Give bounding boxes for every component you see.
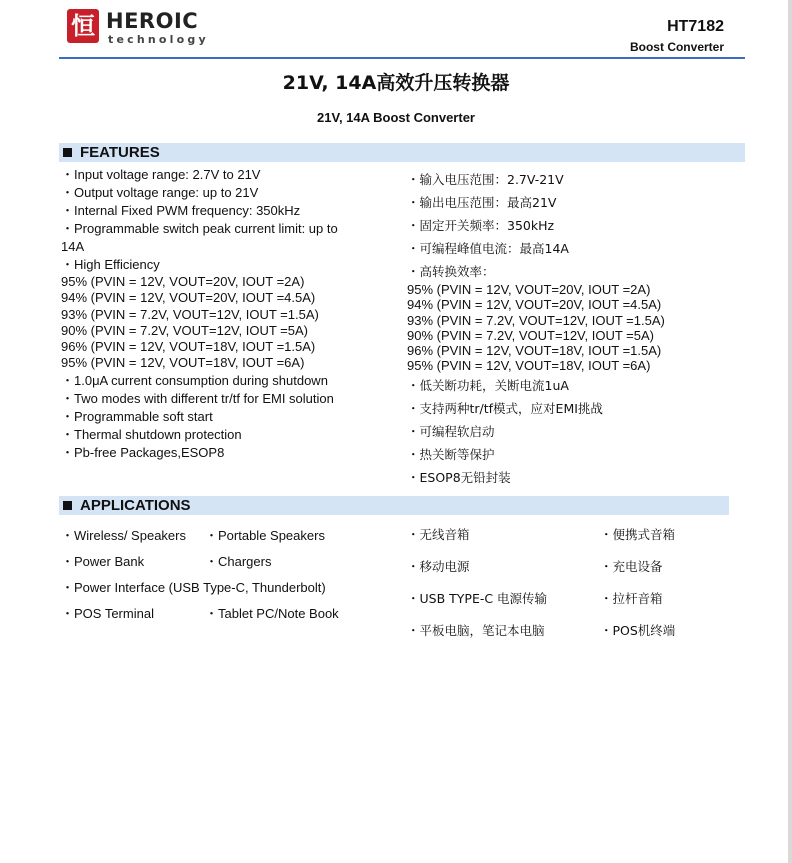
features-list-chinese-bottom (407, 374, 603, 489)
application-item: ・Portable Speakers (205, 528, 325, 543)
feature-item-cn: ・低关断功耗，关断电流1uA (407, 378, 569, 393)
efficiency-item-cn: 96% (PVIN = 12V, VOUT=18V, IOUT =1.5A) (407, 343, 662, 359)
page-edge (788, 0, 792, 863)
application-item-cn: ・USB TYPE-C 电源传输 (407, 591, 548, 606)
logo-glyph: 恒 (71, 11, 95, 40)
feature-item-cn: ・输入电压范围：2.7V-21V (407, 172, 564, 187)
feature-item: ・High Efficiency (61, 257, 160, 272)
feature-item-cn: ・ESOP8无铅封装 (407, 470, 511, 485)
application-item: ・Power Interface (USB Type-C, Thunderbolt) (61, 580, 326, 595)
application-item: ・Tablet PC/Note Book (205, 606, 339, 621)
features-heading: FEATURES (80, 144, 160, 161)
efficiency-item-cn: 93% (PVIN = 7.2V, VOUT=12V, IOUT =1.5A) (407, 312, 665, 328)
page-title-english: 21V, 14A Boost Converter (317, 110, 475, 125)
application-item: ・POS Terminal (61, 606, 154, 621)
brand-logo-icon (67, 9, 99, 43)
application-item-cn: ・移动电源 (407, 559, 470, 574)
application-item-cn: ・平板电脑，笔记本电脑 (407, 623, 545, 638)
brand-subtitle: technology (108, 33, 209, 46)
application-item-cn: ・充电设备 (600, 559, 663, 574)
feature-item-cn: ・支持两种tr/tf模式，应对EMI挑战 (407, 401, 603, 416)
bullet-square-icon (63, 501, 72, 510)
feature-item-cn: ・高转换效率： (407, 264, 495, 279)
applications-heading: APPLICATIONS (80, 497, 191, 514)
feature-item: ・Programmable switch peak current limit: up to 14A (61, 221, 338, 254)
efficiency-item: 94% (PVIN = 12V, VOUT=20V, IOUT =4.5A) (61, 290, 316, 306)
bullet-square-icon (63, 148, 72, 157)
part-subtitle: Boost Converter (629, 40, 724, 54)
application-item: ・Power Bank (61, 554, 145, 569)
feature-item: ・Input voltage range: 2.7V to 21V (61, 167, 261, 182)
application-item-cn: ・无线音箱 (407, 527, 470, 542)
feature-item-cn: ・可编程峰值电流：最高14A (407, 241, 569, 256)
efficiency-item-cn: 90% (PVIN = 7.2V, VOUT=12V, IOUT =5A) (407, 327, 655, 343)
application-item-cn: ・便携式音箱 (600, 527, 676, 542)
efficiency-item: 95% (PVIN = 12V, VOUT=18V, IOUT =6A) (61, 355, 305, 371)
feature-item-cn: ・固定开关频率：350kHz (407, 218, 555, 233)
feature-item: ・Output voltage range: up to 21V (61, 185, 259, 200)
header-divider (59, 57, 745, 59)
feature-item-cn: ・输出电压范围：最高21V (407, 195, 557, 210)
feature-item-cn: ・可编程软启动 (407, 424, 495, 439)
feature-item: ・Thermal shutdown protection (61, 426, 242, 442)
features-efficiency-chinese (407, 282, 665, 374)
feature-item-cn: ・热关断等保护 (407, 447, 495, 462)
application-item: ・Wireless/ Speakers (61, 528, 186, 543)
page-title-chinese: 21V, 14A高效升压转换器 (282, 72, 510, 94)
brand-name: HEROIC (106, 9, 199, 33)
application-item-cn: ・POS机终端 (600, 623, 676, 638)
part-number: HT7182 (667, 18, 724, 35)
features-list-english (61, 166, 361, 462)
feature-item: ・1.0μA current consumption during shutdown (61, 372, 328, 388)
feature-item: ・Internal Fixed PWM frequency: 350kHz (61, 203, 301, 218)
features-section-header (59, 143, 745, 162)
efficiency-item-cn: 94% (PVIN = 12V, VOUT=20V, IOUT =4.5A) (407, 297, 662, 313)
efficiency-item: 90% (PVIN = 7.2V, VOUT=12V, IOUT =5A) (61, 322, 309, 338)
features-list-chinese-top (407, 168, 569, 283)
applications-section-header (59, 496, 729, 515)
feature-item: ・Two modes with different tr/tf for EMI solution (61, 390, 334, 406)
efficiency-item: 96% (PVIN = 12V, VOUT=18V, IOUT =1.5A) (61, 339, 316, 355)
feature-item: ・Pb-free Packages,ESOP8 (61, 444, 225, 460)
efficiency-item-cn: 95% (PVIN = 12V, VOUT=18V, IOUT =6A) (407, 358, 651, 374)
feature-item: ・Programmable soft start (61, 408, 213, 424)
efficiency-item: 93% (PVIN = 7.2V, VOUT=12V, IOUT =1.5A) (61, 306, 319, 322)
application-item: ・Chargers (205, 554, 272, 569)
efficiency-item-cn: 95% (PVIN = 12V, VOUT=20V, IOUT =2A) (407, 282, 651, 297)
efficiency-item: 95% (PVIN = 12V, VOUT=20V, IOUT =2A) (61, 274, 305, 289)
application-item-cn: ・拉杆音箱 (600, 591, 663, 606)
